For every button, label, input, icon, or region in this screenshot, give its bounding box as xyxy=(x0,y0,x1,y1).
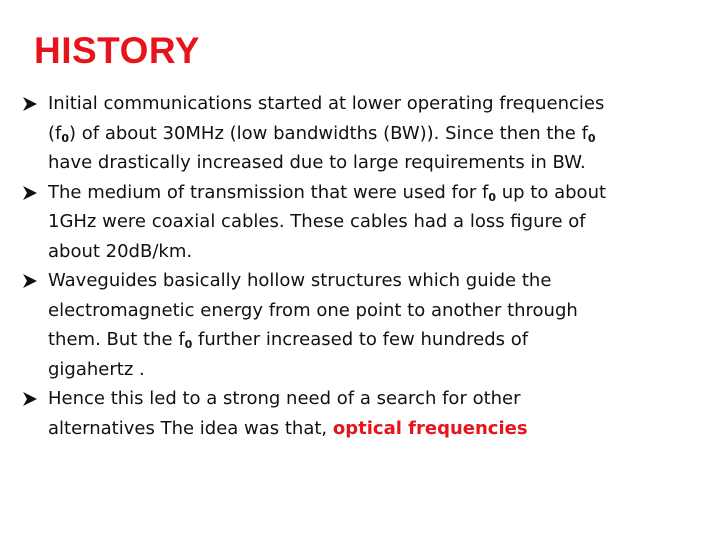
bullet-item xyxy=(20,89,710,178)
bullet-line: about 20dB/km. xyxy=(48,240,193,262)
bullet-line: The medium of transmission that were used for $f_0$ up to about xyxy=(48,181,607,204)
highlight-text: optical frequencies xyxy=(332,417,528,439)
bullet-line: gigahertz . xyxy=(48,358,145,380)
bullet-list xyxy=(20,89,710,443)
arrow-bullet-icon xyxy=(20,178,42,208)
bullet-line: have drastically increased due to large requirements in BW. xyxy=(48,152,586,173)
bullet-line: Hence this led to a strong need of a search for other xyxy=(48,388,521,409)
arrow-bullet-icon xyxy=(20,89,42,119)
arrow-bullet-icon xyxy=(20,266,42,296)
bullet-item xyxy=(20,178,710,267)
bullet-item xyxy=(20,384,710,443)
bullet-line: Waveguides basically hollow structures which guide the xyxy=(48,270,552,291)
bullet-line: electromagnetic energy from one point to another through xyxy=(48,299,578,321)
bullet-line: Initial communications started at lower operating frequencies xyxy=(48,93,605,114)
slide-title: HISTORY xyxy=(34,30,200,71)
arrow-bullet-icon xyxy=(20,384,42,414)
bullet-line: alternatives The idea was that, optical frequencies xyxy=(48,417,528,439)
bullet-line: $(f_0)$ of about 30MHz (low bandwidths (BW)). Since then the $f_0$ xyxy=(48,122,596,145)
bullet-line: 1GHz were coaxial cables. These cables had a loss figure of xyxy=(48,211,586,232)
bullet-line: them. But the $f_0$ further increased to few hundreds of xyxy=(48,329,529,351)
bullet-item xyxy=(20,266,710,384)
